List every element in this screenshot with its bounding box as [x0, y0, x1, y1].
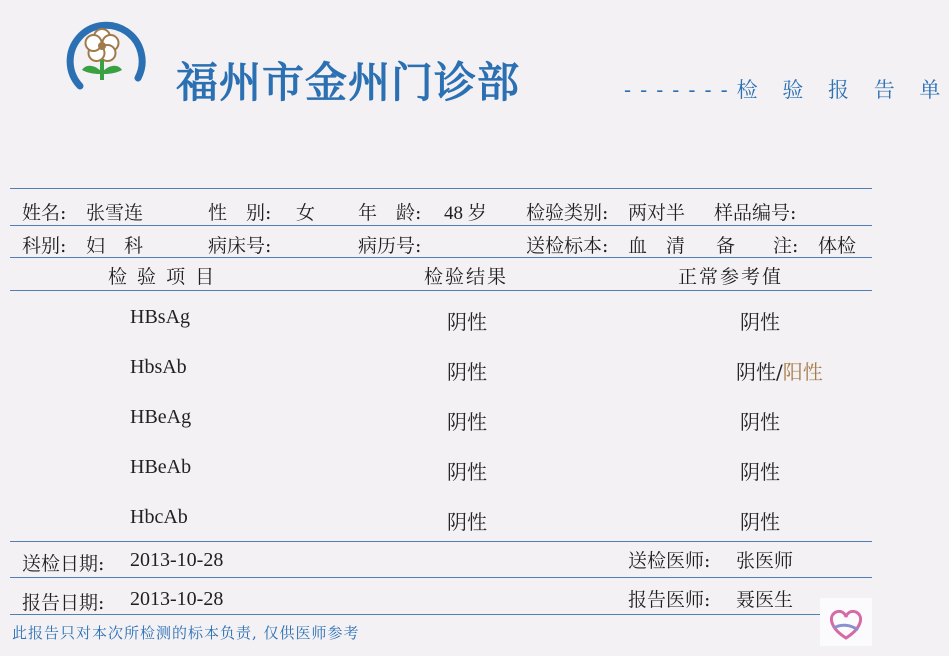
reference-value: 阴性 — [740, 460, 780, 484]
table-row — [0, 356, 880, 396]
clinic-title: 福州市金州门诊部 — [176, 58, 521, 107]
report-subtitle: -------检 验 报 告 单 — [624, 78, 949, 102]
dept-label: 科别: — [22, 235, 67, 257]
report-doctor-label: 报告医师: — [628, 589, 711, 611]
report-date-label: 报告日期: — [22, 592, 105, 614]
column-header-item: 检 验 项 目 — [108, 266, 217, 288]
patient-age: 48 岁 — [444, 203, 487, 224]
test-result: 阴性 — [447, 460, 487, 484]
patient-name: 张雪连 — [86, 202, 144, 224]
send-doctor: 张医师 — [736, 550, 794, 572]
divider-footer-bottom — [10, 614, 872, 615]
divider-info — [10, 225, 872, 226]
send-date-label: 送检日期: — [22, 553, 105, 575]
report-date: 2013-10-28 — [130, 588, 224, 610]
test-item: HBeAb — [130, 456, 192, 478]
reference-negative: 阴性/ — [736, 360, 783, 384]
send-doctor-label: 送检医师: — [628, 550, 711, 572]
test-item: HBsAg — [130, 306, 191, 328]
category-label: 检验类别: — [526, 202, 609, 224]
sex-label: 性 别: — [208, 202, 272, 224]
table-row — [0, 456, 880, 496]
remark-label: 备 注: — [716, 235, 799, 257]
test-item: HbcAb — [130, 506, 188, 528]
bed-number-label: 病床号: — [208, 235, 272, 257]
test-result: 阴性 — [447, 410, 487, 434]
record-number-label: 病历号: — [358, 235, 422, 257]
table-row — [0, 506, 880, 546]
test-result: 阴性 — [447, 510, 487, 534]
specimen-type: 血 清 — [628, 235, 686, 257]
divider-footer-mid — [10, 577, 872, 578]
department: 妇 科 — [86, 235, 144, 257]
report-doctor: 聂医生 — [736, 589, 794, 611]
reference-value — [736, 356, 823, 385]
reference-value: 阴性 — [740, 310, 780, 334]
divider-top — [10, 188, 872, 189]
sample-number-label: 样品编号: — [714, 202, 797, 224]
table-row — [0, 306, 880, 346]
reference-value: 阴性 — [740, 510, 780, 534]
patient-sex: 女 — [296, 202, 316, 224]
test-category: 两对半 — [628, 202, 686, 224]
disclaimer-note: 此报告只对本次所检测的标本负责, 仅供医师参考 — [12, 624, 360, 642]
divider-header-bottom — [10, 290, 872, 291]
send-date: 2013-10-28 — [130, 549, 224, 571]
corner-watermark — [820, 598, 872, 646]
test-result: 阴性 — [447, 360, 487, 384]
clinic-logo — [58, 16, 150, 100]
column-header-reference: 正常参考值 — [678, 266, 784, 288]
remark-value: 体检 — [818, 235, 857, 257]
specimen-label: 送检标本: — [526, 235, 609, 257]
reference-value: 阴性 — [740, 410, 780, 434]
reference-positive: 阳性 — [782, 360, 823, 384]
test-result: 阴性 — [447, 310, 487, 334]
column-header-result: 检验结果 — [424, 266, 509, 288]
name-label: 姓名: — [22, 202, 67, 224]
test-item: HbsAb — [130, 356, 187, 378]
age-label: 年 龄: — [358, 202, 422, 224]
test-item: HBeAg — [130, 406, 192, 428]
table-row — [0, 406, 880, 446]
